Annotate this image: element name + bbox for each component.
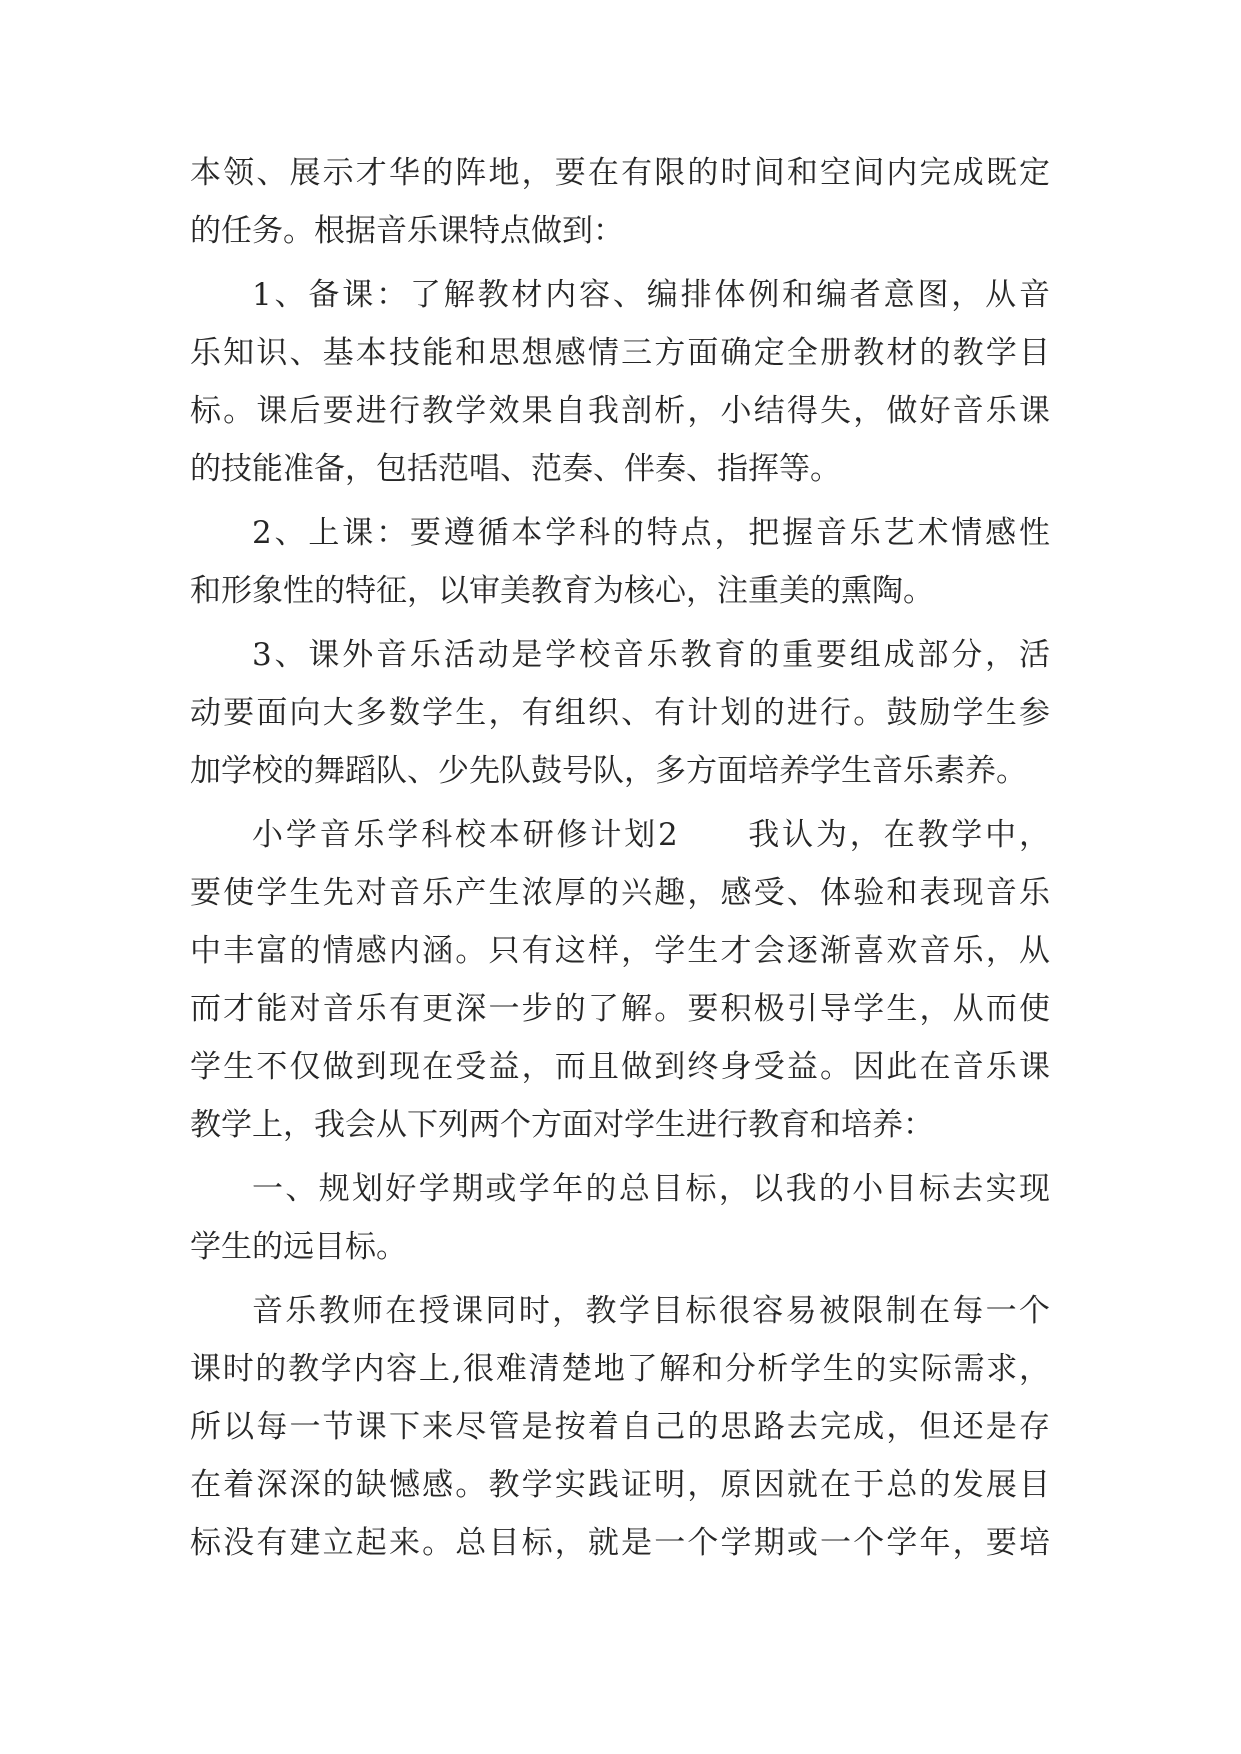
text-line: 的技能准备，包括范唱、范奏、伴奏、指挥等。 <box>190 451 841 487</box>
text-line: 标没有建立起来。总目标，就是一个学期或一个学年，要培 <box>190 1525 1050 1561</box>
text-line: 2、上课：要遵循本学科的特点，把握音乐艺术情感性 <box>252 515 1050 551</box>
text-line: 3、课外音乐活动是学校音乐教育的重要组成部分，活 <box>252 637 1050 673</box>
text-line: 本领、展示才华的阵地，要在有限的时间和空间内完成既定 <box>190 155 1050 191</box>
text-line: 中丰富的情感内涵。只有这样，学生才会逐渐喜欢音乐，从 <box>190 933 1050 969</box>
text-line: 加学校的舞蹈队、少先队鼓号队，多方面培养学生音乐素养。 <box>190 753 1027 789</box>
text-line: 动要面向大多数学生，有组织、有计划的进行。鼓励学生参 <box>190 695 1050 731</box>
text-line: 学生的远目标。 <box>190 1229 407 1265</box>
text-line: 的任务。根据音乐课特点做到： <box>190 213 624 249</box>
text-line: 教学上，我会从下列两个方面对学生进行教育和培养： <box>190 1107 934 1143</box>
text-line: 学生不仅做到现在受益，而且做到终身受益。因此在音乐课 <box>190 1049 1050 1085</box>
text-line: 标。课后要进行教学效果自我剖析，小结得失，做好音乐课 <box>190 393 1050 429</box>
text-line: 小学音乐学科校本研修计划2 我认为，在教学中， <box>252 817 1050 853</box>
text-line: 音乐教师在授课同时，教学目标很容易被限制在每一个 <box>252 1293 1050 1329</box>
text-line: 课时的教学内容上,很难清楚地了解和分析学生的实际需求， <box>190 1351 1050 1387</box>
text-line: 所以每一节课下来尽管是按着自己的思路去完成，但还是存 <box>190 1409 1050 1445</box>
text-line: 而才能对音乐有更深一步的了解。要积极引导学生，从而使 <box>190 991 1050 1027</box>
text-line: 乐知识、基本技能和思想感情三方面确定全册教材的教学目 <box>190 335 1050 371</box>
text-line: 要使学生先对音乐产生浓厚的兴趣，感受、体验和表现音乐 <box>190 875 1050 911</box>
text-line: 1、备课：了解教材内容、编排体例和编者意图，从音 <box>252 277 1050 313</box>
text-line: 一、规划好学期或学年的总目标，以我的小目标去实现 <box>252 1171 1050 1207</box>
text-line: 和形象性的特征，以审美教育为核心，注重美的熏陶。 <box>190 573 934 609</box>
text-line: 在着深深的缺憾感。教学实践证明，原因就在于总的发展目 <box>190 1467 1050 1503</box>
